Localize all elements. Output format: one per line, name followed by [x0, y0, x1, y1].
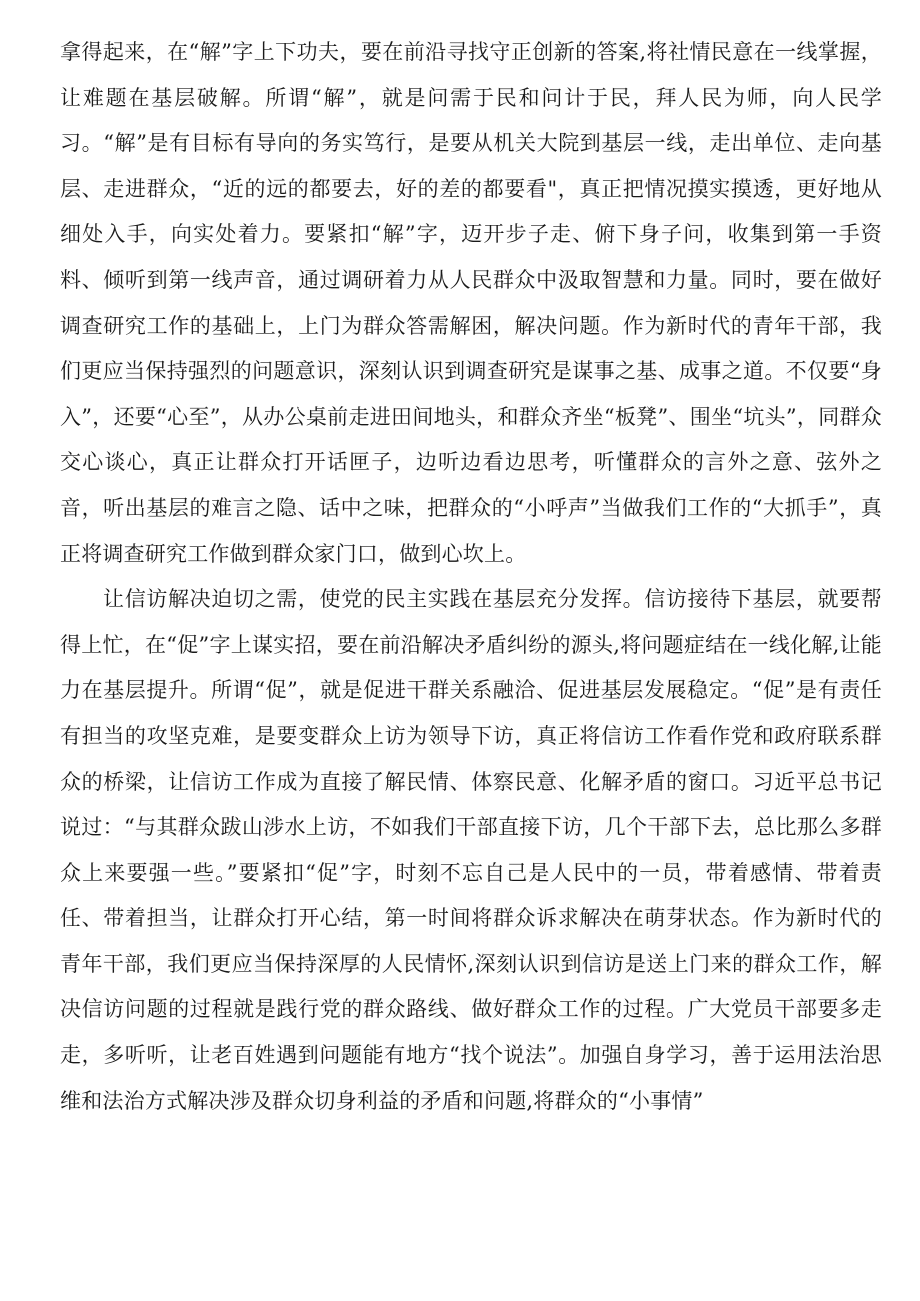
paragraph-investigation: 拿得起来，在“解”字上下功夫，要在前沿寻找守正创新的答案,将社情民意在一线掌握，让难题在基层破解。所谓“解”，就是问需于民和问计于民，拜人民为师，向人民学习。“解”是有目标有导向的务实笃行，是要从机关大院到基层一线，走出单位、走向基层、走进群众，“近的远的都要去，好的差的都要看"，真正把情况摸实摸透，更好地从细处入手，向实处着力。要紧扣“解”字，迈开步子走、俯下身子问，收集到第一手资料、倾听到第一线声音，通过调研着力从人民群众中汲取智慧和力量。同时，要在做好调查研究工作的基础上，上门为群众答需解困，解决问题。作为新时代的青年干部，我们更应当保持强烈的问题意识，深刻认识到调查研究是谋事之基、成事之道。不仅要“身入”，还要“心至”，从办公桌前走进田间地头，和群众齐坐“板凳”、围坐“坑头”，同群众交心谈心，真正让群众打开话匣子，边听边看边思考，听懂群众的言外之意、弦外之音，听出基层的难言之隐、话中之味，把群众的“小呼声”当做我们工作的“大抓手”，真正将调查研究工作做到群众家门口，做到心坎上。: [60, 40, 882, 566]
paragraph-petition: 让信访解决迫切之需，使党的民主实践在基层充分发挥。信访接待下基层，就要帮得上忙，在“促”字上谋实招，要在前沿解决矛盾纠纷的源头,将问题症结在一线化解,让能力在基层提升。所谓“促”，就是促进干群关系融洽、促进基层发展稳定。“促”是有责任有担当的攻坚克难，是要变群众上访为领导下访，真正将信访工作看作党和政府联系群众的桥梁，让信访工作成为直接了解民情、体察民意、化解矛盾的窗口。习近平总书记说过：“与其群众跋山涉水上访，不如我们干部直接下访，几个干部下去，总比那么多群众上来要强一些。”要紧扣“促”字，时刻不忘自己是人民中的一员，带着感情、带着责任、带着担当，让群众打开心结，第一时间将群众诉求解决在萌芽状态。作为新时代的青年干部，我们更应当保持深厚的人民情怀,深刻认识到信访是送上门来的群众工作，解决信访问题的过程就是践行党的群众路线、做好群众工作的过程。广大党员干部要多走走，多听听，让老百姓遇到问题能有地方“找个说法”。加强自身学习，善于运用法治思维和法治方式解决涉及群众切身利益的矛盾和问题,将群众的“小事情”: [60, 587, 882, 1113]
